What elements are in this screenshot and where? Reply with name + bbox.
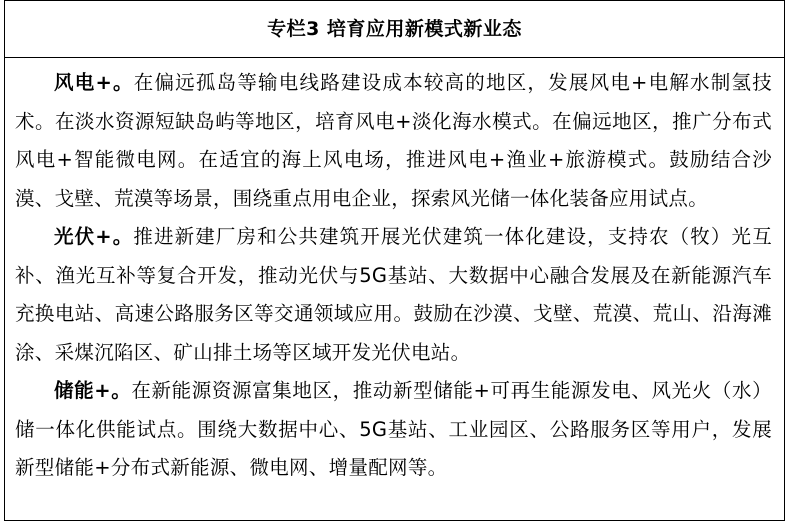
paragraph-wind-power [15,64,772,218]
paragraph-text: 推进新建厂房和公共建筑开展光伏建筑一体化建设，支持农（牧）光互补、渔光互补等复合开发，推动光伏与5G基站、大数据中心融合发展及在新能源汽车充换电站、高速公路服务区等交通领域应用。鼓励在沙漠、戈壁、荒漠、荒山、沿海滩涂、采煤沉陷区、矿山排土场等区域开发光伏电站。 [15,225,772,364]
paragraph-lead: 储能+。 [54,379,132,402]
paragraph-lead: 光伏+。 [54,225,134,248]
column-box [4,0,785,521]
paragraph-energy-storage [15,372,772,488]
column-content [5,58,784,488]
paragraph-lead: 风电+。 [54,71,134,94]
paragraph-text: 在新能源资源富集地区，推动新型储能+可再生能源发电、风光火（水）储一体化供能试点。围绕大数据中心、5G基站、工业园区、公路服务区等用户，发展新型储能+分布式新能源、微电网、增量配网等。 [15,379,772,479]
paragraph-text: 在偏远孤岛等输电线路建设成本较高的地区，发展风电+电解水制氢技术。在淡水资源短缺岛屿等地区，培育风电+淡化海水模式。在偏远地区，推广分布式风电+智能微电网。在适宜的海上风电场，推进风电+渔业+旅游模式。鼓励结合沙漠、戈壁、荒漠等场景，围绕重点用电企业，探索风光储一体化装备应用试点。 [15,71,773,210]
column-header [5,1,784,58]
column-title: 专栏3 培育应用新模式新业态 [267,17,522,40]
paragraph-photovoltaic [15,218,772,372]
